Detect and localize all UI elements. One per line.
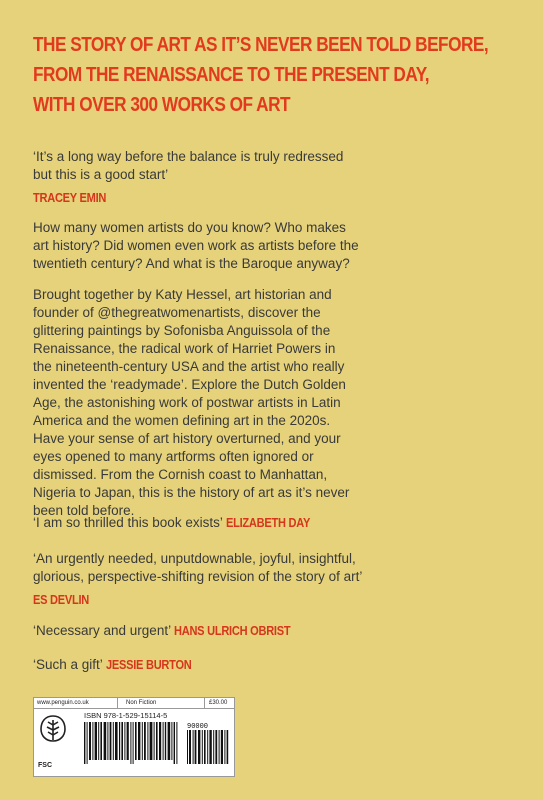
body-line: Renaissance, the radical work of Harriet Powers in [33,341,336,356]
barcode-icon [84,722,234,772]
quote-elizabeth-day [33,514,523,532]
quote-jessie-burton [33,656,523,674]
body-line: dismissed. From the Cornish coast to Manhattan, [33,467,328,482]
quote-line: but this is a good start’ [33,167,169,182]
quote-line: ‘An urgently needed, unputdownable, joyful, insightful, [33,551,356,566]
quote-text: ‘Necessary and urgent’ [33,623,171,638]
website-label: www.penguin.co.uk [37,700,89,706]
barcode-header [34,698,234,709]
quote-tracey-emin [33,148,523,207]
barcode-panel [33,697,235,777]
intro-line: art history? Did women even work as artists before the [33,238,359,253]
body-line: been told before. [33,503,135,518]
body-line: glittering paintings by Sofonisba Anguissola of the [33,323,331,338]
headline-line: WITH OVER 300 WORKS OF ART [33,93,291,116]
isbn-label: ISBN 978-1-529-15114-5 [84,711,168,720]
body-line: Age, the astonishing work of postwar artists in Latin [33,395,341,410]
quote-author: TRACEY EMIN [33,190,107,205]
quote-text: ‘I am so thrilled this book exists’ [33,515,223,530]
price-label: £30.00 [209,700,228,706]
headline-line: THE STORY OF ART AS IT’S NEVER BEEN TOLD BEFORE, [33,33,489,56]
quote-text: ‘Such a gift’ [33,657,103,672]
quote-es-devlin [33,550,523,609]
quote-line: ‘It’s a long way before the balance is truly redressed [33,149,344,164]
body-line: invented the ‘readymade’. Explore the Dutch Golden [33,377,346,392]
quote-author: ELIZABETH DAY [226,515,311,530]
barcode-addon: 90000 [187,723,209,731]
body-line: America and the women defining art in the 2020s. [33,413,331,428]
body-line: Have your sense of art history overturned, and your [33,431,341,446]
quote-line: glorious, perspective-shifting revision of the story of art’ [33,569,363,584]
body-line: the nineteenth-century USA and the artist who really [33,359,345,374]
body-line: Nigeria to Japan, this is the history of art as it’s never [33,485,350,500]
headline-line: FROM THE RENAISSANCE TO THE PRESENT DAY, [33,63,430,86]
intro-line: twentieth century? And what is the Baroque anyway? [33,256,350,271]
body-line: eyes opened to many artforms often ignored or [33,449,314,464]
intro-line: How many women artists do you know? Who makes [33,220,346,235]
quote-author: JESSIE BURTON [106,657,192,672]
body-line: Brought together by Katy Hessel, art historian and [33,287,332,302]
quote-author: HANS ULRICH OBRIST [174,623,291,638]
fsc-tree-logo-icon [39,714,67,758]
fsc-label: FSC [38,762,52,769]
category-label: Non Fiction [126,700,157,706]
quote-author: ES DEVLIN [33,592,90,607]
body-line: founder of @thegreatwomenartists, discover the [33,305,321,320]
intro-paragraph [33,219,523,273]
headline [33,30,489,120]
quote-hans-ulrich-obrist [33,622,523,640]
body-paragraph [33,286,523,520]
